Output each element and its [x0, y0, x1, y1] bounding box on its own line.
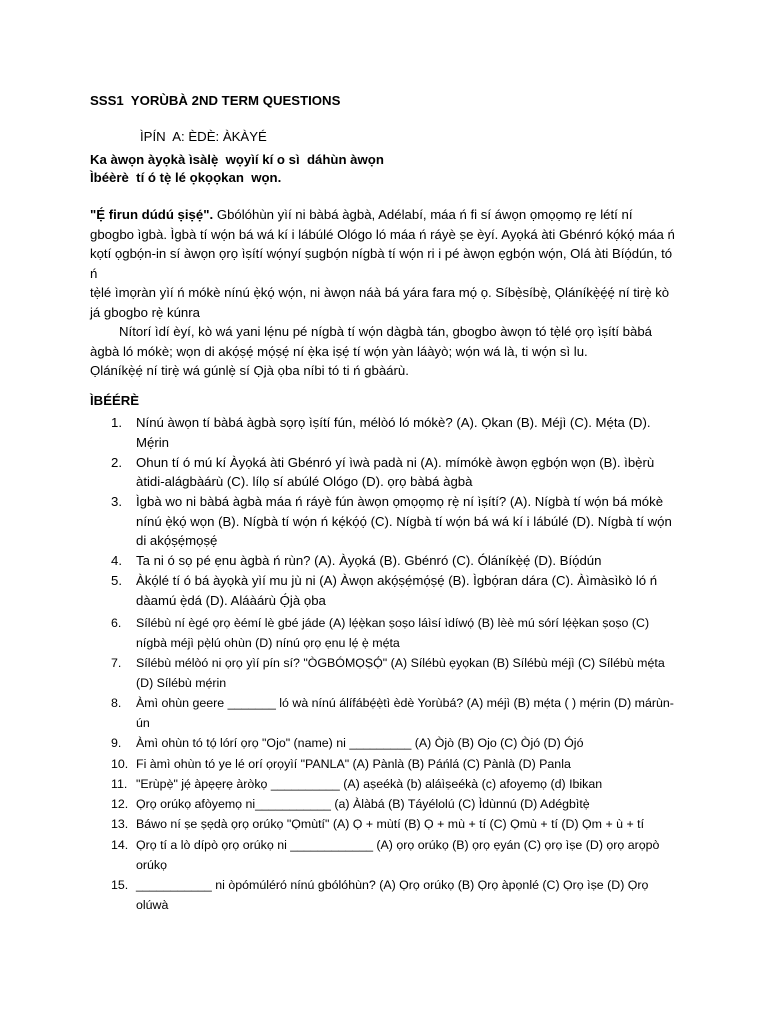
question-number: 15.: [111, 877, 129, 892]
document-title: SSS1 YORÙBÀ 2ND TERM QUESTIONS: [90, 93, 341, 108]
question-number: 14.: [111, 837, 129, 852]
question-text: Àkọ́lé tí ó bá àyọkà yìí mu jù ni (A) Àwọn akọ́ṣẹ́mọ́ṣẹ́ (B). Ìgbọ́ran dára (C). Àìmàsìkò ló ń dàamú ẹ̀dá (D). Aláàárù Ọ́jà ọba: [136, 573, 658, 608]
question-text: Nínú àwọn tí bàbá àgbà sọrọ ìṣítí fún, mélòó ló mókè? (A). Ọkan (B). Méjì (C). Mẹ́ta (D). Mẹ́rin: [136, 415, 651, 450]
question-item: [90, 453, 680, 492]
question-item: [90, 492, 680, 551]
question-list: [90, 413, 680, 916]
question-number: 5.: [111, 573, 122, 588]
passage-text: gbogbo ìgbà. Ìgbà tí wọ́n bá wá kí i lábúlé Ológo ló máa ń ráyè ṣe èyí. Ayọká àti Gbénró kọ́kọ́: [90, 226, 635, 242]
question-number: 10.: [111, 756, 129, 771]
question-item: [90, 815, 680, 835]
question-number: 11.: [111, 776, 128, 791]
passage-text: Ọláníkẹ̀ẹ́ ní tirẹ̀ wá gúnlẹ̀ sí Ọjà ọba níbi tó ti ń gbàárù.: [90, 363, 409, 378]
question-item: [90, 734, 680, 754]
question-item: [90, 614, 680, 654]
question-number: 12.: [111, 797, 129, 812]
passage-text: Nítorí ìdí èyí, kò wá yani lẹ́nu pé nígbà tí wọ́n dàgbà tán, gbogbo àwọn tó tẹ̀lé ọrọ ìṣítí: [119, 324, 619, 339]
instructions: [90, 151, 384, 187]
question-item: [90, 836, 680, 876]
question-text: "Erùpẹ̀" jẹ́ àpẹẹrẹ àròkọ __________ (A) aṣeékà (b) aláìṣeékà (c) afoyemọ (d) Ibikan: [136, 776, 603, 791]
passage-text: bàbá àgbà ló mókè; wọn di akọ́ṣẹ́ mọ́ṣẹ́ ní ẹ̀ka iṣẹ́ tí wọ́n yàn láàyò; wọ́n wá là, ti wọ́n sì lu.: [90, 324, 652, 359]
question-text: Sílébù mélòó ni ọrọ yìí pín sí? "ÒGBÓMỌṢỌ́" (A) Sílébù ẹyọkan (B) Sílébù méjì (C) Sílébù mẹ́ta (D) Sílébù mẹ́rin: [136, 656, 665, 690]
question-item: [90, 694, 680, 734]
instruction-line: Ìbéèrè tí ó tẹ̀ lé ọkọọkan wọn.: [90, 170, 282, 185]
passage-text: àti Bíọ́dún, tó ń: [90, 246, 673, 281]
question-number: 9.: [111, 736, 122, 751]
instruction-line: Ka àwọn àyọkà ìsàlẹ̀ wọyìí kí o sì dáhùn àwọn: [90, 152, 384, 167]
question-text: Ta ni ó sọ pé ẹnu àgbà ń rùn? (A). Àyọká (B). Gbénró (C). Óláníkẹ̀ẹ́ (D). Bíọ́dún: [136, 553, 602, 568]
question-text: Ìgbà wo ni bàbá àgbà máa ń ráyè fún àwọn ọmọọmọ rẹ̀ ní ìṣítí? (A). Nígbà tí wọ́n bá mókè nínú ẹ̀kọ́ wọn (B). Nígbà tí wọ́n ń kẹ́kọ́ọ́ (C). Nígbà tí wọ́n bá wá kí i lábúlé (D). Nígbà tí wọ́n di akọ́ṣẹ́mọṣẹ́: [136, 494, 672, 548]
passage-paragraph-3: [90, 361, 680, 381]
passage-text: tẹ̀lé ìmọràn yìí ń mókè nínú ẹ̀kọ́ wọ́n, ni àwọn náà bá yára fara mọ́ ọ. Síbẹ̀síbẹ̀, Ọláníkẹ̀ẹ́ẹ́ ní: [90, 285, 630, 300]
question-number: 2.: [111, 454, 122, 470]
passage-paragraph-2: [90, 322, 680, 361]
passage-text: Gbólóhùn yìí ni bàbá àgbà, Adélabí, máa ń fi sí áwọn ọmọọmọ rẹ létí ní: [216, 207, 633, 222]
question-item: [90, 795, 680, 815]
passage: [90, 205, 680, 381]
question-number: 1.: [111, 415, 122, 430]
question-number: 3.: [111, 494, 122, 509]
question-item: [90, 551, 680, 571]
question-item: [90, 876, 680, 916]
question-text: Ọrọ orúkọ afòyemọ ni___________ (a) Àlàbá (B) Táyélolú (C) Ìdùnnú (D) Adégbìtẹ̀: [136, 797, 590, 812]
question-number: 7.: [111, 656, 122, 671]
passage-text: máa ń kọtí ọgbọ́n-in sí àwọn ọrọ ìṣítí wọ́nyí ṣugbọ́n nígbà tí wọ́n ri i pé àwọn ẹgbọ́n wọ́n, Olá: [90, 226, 675, 261]
question-number: 6.: [111, 616, 122, 630]
question-number: 4.: [111, 553, 122, 568]
question-text: Àmì ohùn tó tọ́ lórí ọrọ "Ojo" (name) ni _________ (A) Òjò (B) Ojo (C) Òjó (D) Ójó: [136, 736, 584, 751]
question-number: 13.: [111, 817, 129, 832]
question-text: Ohun tí ó mú kí Àyọká àti Gbénró yí ìwà padà ni (A). mímókè àwọn ẹgbọ́n wọn (B). ìbẹ̀rù àtidi-alágbàárù (C). lílọ sí abúlé Ológo (D). ọrọ bàbá àgbà: [136, 454, 655, 489]
question-item: [90, 571, 680, 610]
question-item: [90, 654, 680, 694]
question-number: 8.: [111, 696, 122, 711]
question-item: [90, 755, 680, 775]
questions-heading: ÌBÉÉRÈ: [90, 393, 140, 408]
question-item: [90, 413, 680, 452]
passage-text: tirẹ̀ kò já gbogbo rẹ̀ kúnra: [90, 285, 670, 320]
passage-paragraph-1: [90, 205, 680, 322]
question-text: Báwo ní ṣe ṣẹdà ọrọ orúkọ "Ọmùtí" (A) Ọ + mùtí (B) Ọ + mù + tí (C) Ọmù + tí (D) Ọm + ù + tí: [136, 817, 645, 832]
question-text: Sílébù ní ègé ọrọ èémí lè gbé jáde (A) lẹ́ẹ̀kan ṣoṣo láìsí ìdíwọ́ (B) lèè mú sórí lẹ́ẹ̀kan ṣoṣo (C) nígbà méjì pẹ̀lú ohùn (D) nínú ọrọ ẹnu lẹ́ ẹ̀ mẹ́ta: [136, 616, 650, 650]
question-item: [90, 775, 680, 795]
question-text: Ọrọ tí a lò dípò ọrọ orúkọ ni ____________ (A) ọrọ orúkọ (B) ọrọ ẹyán (C) ọrọ ìṣe (D) ọrọ arọpò orúkọ: [136, 837, 660, 872]
question-text: Fi àmì ohùn tó ye lé orí ọrọyìí "PANLA" (A) Pànlà (B) Páńlá (C) Pànlà (D) Panla: [136, 756, 571, 771]
question-text: Àmì ohùn geere _______ ló wà nínú álífábẹ́ẹ̀tì èdè Yorùbá? (A) méjì (B) mẹ́ta ( ) mẹ́rin (D) márùn-ún: [136, 696, 674, 730]
passage-title: "Ẹ́ firun dúdú ṣiṣẹ́".: [90, 207, 214, 222]
section-heading: ÌPÍN A: ÈDÈ: ÀKÀYÉ: [140, 129, 267, 144]
question-text: ___________ ni òpómúléró nínú gbólóhùn? (A) Ọrọ orúkọ (B) Ọrọ àpọnlé (C) Ọrọ ìṣe (D) Ọrọ olúwà: [136, 877, 649, 912]
